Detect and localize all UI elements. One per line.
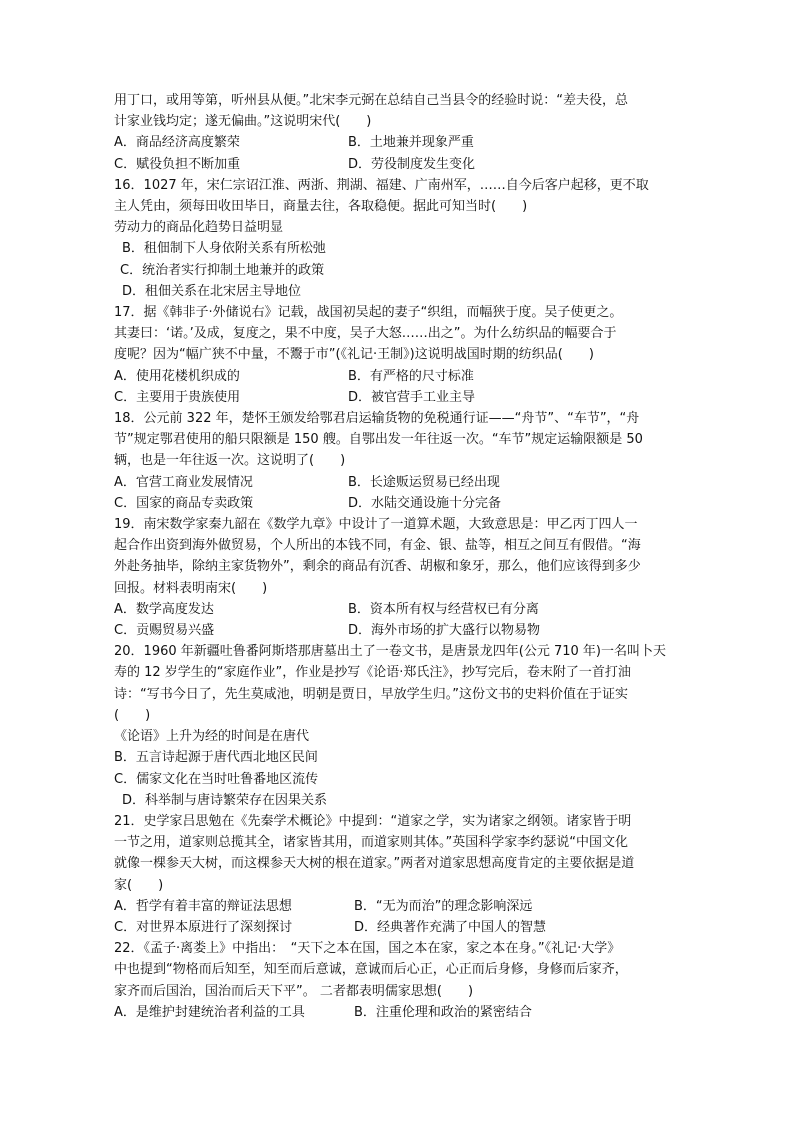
- option-a[interactable]: A．数学高度发达: [114, 601, 214, 617]
- option-a[interactable]: A．哲学有着丰富的辩证法思想: [114, 898, 292, 914]
- option-d[interactable]: D．被官营手工业主导: [348, 389, 476, 405]
- question-text-line: 22．《孟子·离娄上》中指出： “天下之本在国，国之本在家，家之本在身。”《礼记·大学》: [114, 941, 621, 957]
- option-c[interactable]: C．对世界本原进行了深刻探讨: [114, 919, 293, 935]
- question-text-line: 回报。材料表明南宋( ): [114, 580, 268, 596]
- option-d[interactable]: D．经典著作充满了中国人的智慧: [354, 919, 547, 935]
- question-text-line: 主人凭由，须每田收田毕日，商量去往，各取稳便。据此可知当时( ): [114, 199, 528, 215]
- question-text-line: 19．南宋数学家秦九韶在《数学九章》中设计了一道算术题，大致意思是：甲乙丙丁四人一: [114, 517, 638, 533]
- question-text-line: 诗：“写书今日了，先生莫咸池，明朝是贾日，早放学生归。”这份文书的史料价值在于证实: [114, 686, 628, 702]
- option-d[interactable]: D．水陆交通设施十分完备: [348, 495, 502, 511]
- option-c[interactable]: C．主要用于贵族使用: [114, 389, 241, 405]
- question-text-line: 中也提到“物格而后知至，知至而后意诚，意诚而后心正，心正而后身修，身修而后家齐，: [114, 962, 628, 978]
- question-text-line: 就像一棵参天大树，而这棵参天大树的根在道家。”两者对道家思想高度肯定的主要依据是道: [114, 856, 635, 872]
- option-a[interactable]: A．官营工商业发展情况: [114, 474, 253, 490]
- option-b[interactable]: B．资本所有权与经营权已有分离: [348, 601, 539, 617]
- option-row: [114, 472, 688, 493]
- option-a[interactable]: 《论语》上升为经的时间是在唐代: [114, 729, 310, 745]
- question-text-line: 家齐而后国治，国治而后天下平”。 二者都表明儒家思想( ): [114, 983, 474, 999]
- question-text-line: 家( ): [114, 877, 164, 893]
- question-19: [114, 514, 688, 641]
- option-d[interactable]: D．海外市场的扩大盛行以物易物: [348, 623, 541, 639]
- option-row: [114, 387, 688, 408]
- option-row: [114, 132, 688, 153]
- option-row: [114, 599, 688, 620]
- question-text-line: 18．公元前 322 年，楚怀王颁发给鄂君启运输货物的免税通行证——“舟节”、“车节”，“舟: [114, 411, 640, 427]
- question-text-line: 16．1027 年，宋仁宗诏江淮、两浙、荆湖、福建、广南州军，……自今后客户起移，更不取: [114, 177, 649, 193]
- question-text-line: 用丁口，或用等第，听州县从便。”北宋李元弼在总结自己当县令的经验时说：“差夫役，总: [114, 93, 628, 108]
- question-text-line: 寿的 12 岁学生的“家庭作业”，作业是抄写《论语·郑氏注》，抄写完后，卷末附了一首打油: [114, 665, 631, 681]
- option-b[interactable]: B．租佃制下人身依附关系有所松弛: [122, 241, 326, 257]
- option-b[interactable]: B．五言诗起源于唐代西北地区民间: [114, 750, 318, 766]
- question-16: [114, 175, 688, 302]
- question-text-line: 起合作出资到海外做贸易，个人所出的本钱不同，有金、银、盐等，相互之间互有假借。“海: [114, 538, 641, 554]
- option-row: [114, 1002, 688, 1023]
- question-20: [114, 641, 688, 811]
- question-text-line: 17．据《韩非子·外储说右》记载，战国初吴起的妻子“织组，而幅狭于度。吴子使更之。: [114, 305, 623, 321]
- option-a[interactable]: 劳动力的商品化趋势日益明显: [114, 220, 284, 236]
- option-row: [114, 917, 688, 938]
- option-row: [114, 620, 688, 641]
- option-row: [114, 154, 688, 175]
- option-a[interactable]: A．是维护封建统治者利益的工具: [114, 1004, 305, 1020]
- question-text-line: 20．1960 年新疆吐鲁番阿斯塔那唐墓出土了一卷文书，是唐景龙四年(公元 710 年)一名叫卜天: [114, 644, 666, 660]
- option-b[interactable]: B．“无为而治”的理念影响深远: [354, 898, 533, 914]
- option-a[interactable]: A．使用花楼机织成的: [114, 368, 240, 384]
- question-21: [114, 811, 688, 938]
- question-text-line: 度呢？因为“幅广狭不中量，不鬻于市”(《礼记·王制》)这说明战国时期的纺织品( ): [114, 347, 594, 363]
- question-text-line: ( ): [114, 707, 151, 723]
- option-d[interactable]: D．租佃关系在北宋居主导地位: [122, 283, 302, 299]
- question-text-line: 21．史学家吕思勉在《先秦学术概论》中提到：“道家之学，实为诸家之纲领。诸家皆于明: [114, 813, 632, 829]
- question-text-line: 一节之用，道家则总揽其全，诸家皆其用，而道家则其体。”英国科学家李约瑟说“中国文化: [114, 835, 628, 851]
- option-a[interactable]: A．商品经济高度繁荣: [114, 135, 240, 151]
- question-text-line: 辆，也是一年往返一次。这说明了( ): [114, 453, 346, 469]
- option-c[interactable]: C．赋役负担不断加重: [114, 156, 241, 172]
- option-c[interactable]: C．儒家文化在当时吐鲁番地区流传: [114, 771, 319, 787]
- question-22: [114, 938, 688, 1023]
- option-b[interactable]: B．长途贩运贸易已经出现: [348, 474, 500, 490]
- option-row: [114, 366, 688, 387]
- question-17: [114, 302, 688, 408]
- option-d[interactable]: D．劳役制度发生变化: [348, 156, 476, 172]
- question-15: [114, 90, 688, 175]
- option-c[interactable]: C．贡赐贸易兴盛: [114, 623, 215, 639]
- question-18: [114, 408, 688, 514]
- option-c[interactable]: C．国家的商品专卖政策: [114, 495, 254, 511]
- option-d[interactable]: D．科举制与唐诗繁荣存在因果关系: [122, 792, 328, 808]
- option-b[interactable]: B．土地兼并现象严重: [348, 135, 474, 151]
- option-row: [114, 896, 688, 917]
- exam-page: [114, 90, 688, 1023]
- option-b[interactable]: B．注重伦理和政治的紧密结合: [354, 1004, 532, 1020]
- question-text-line: 节”规定鄂君使用的船只限额是 150 艘。自鄂出发一年往返一次。“车节”规定运输限额是 50: [114, 432, 643, 448]
- question-text-line: 其妻曰：‘诺。’及成，复度之，果不中度，吴子大怒……出之”。为什么纺织品的幅要合于: [114, 326, 617, 342]
- option-row: [114, 493, 688, 514]
- option-c[interactable]: C．统治者实行抑制土地兼并的政策: [120, 262, 325, 278]
- option-b[interactable]: B．有严格的尺寸标准: [348, 368, 474, 384]
- question-text-line: 外赴务抽毕，除纳主家货物外”，剩余的商品有沉香、胡椒和象牙，那么，他们应该得到多少: [114, 559, 641, 575]
- question-text-line: 计家业钱均定；遂无偏曲。”这说明宋代( ): [114, 114, 372, 130]
